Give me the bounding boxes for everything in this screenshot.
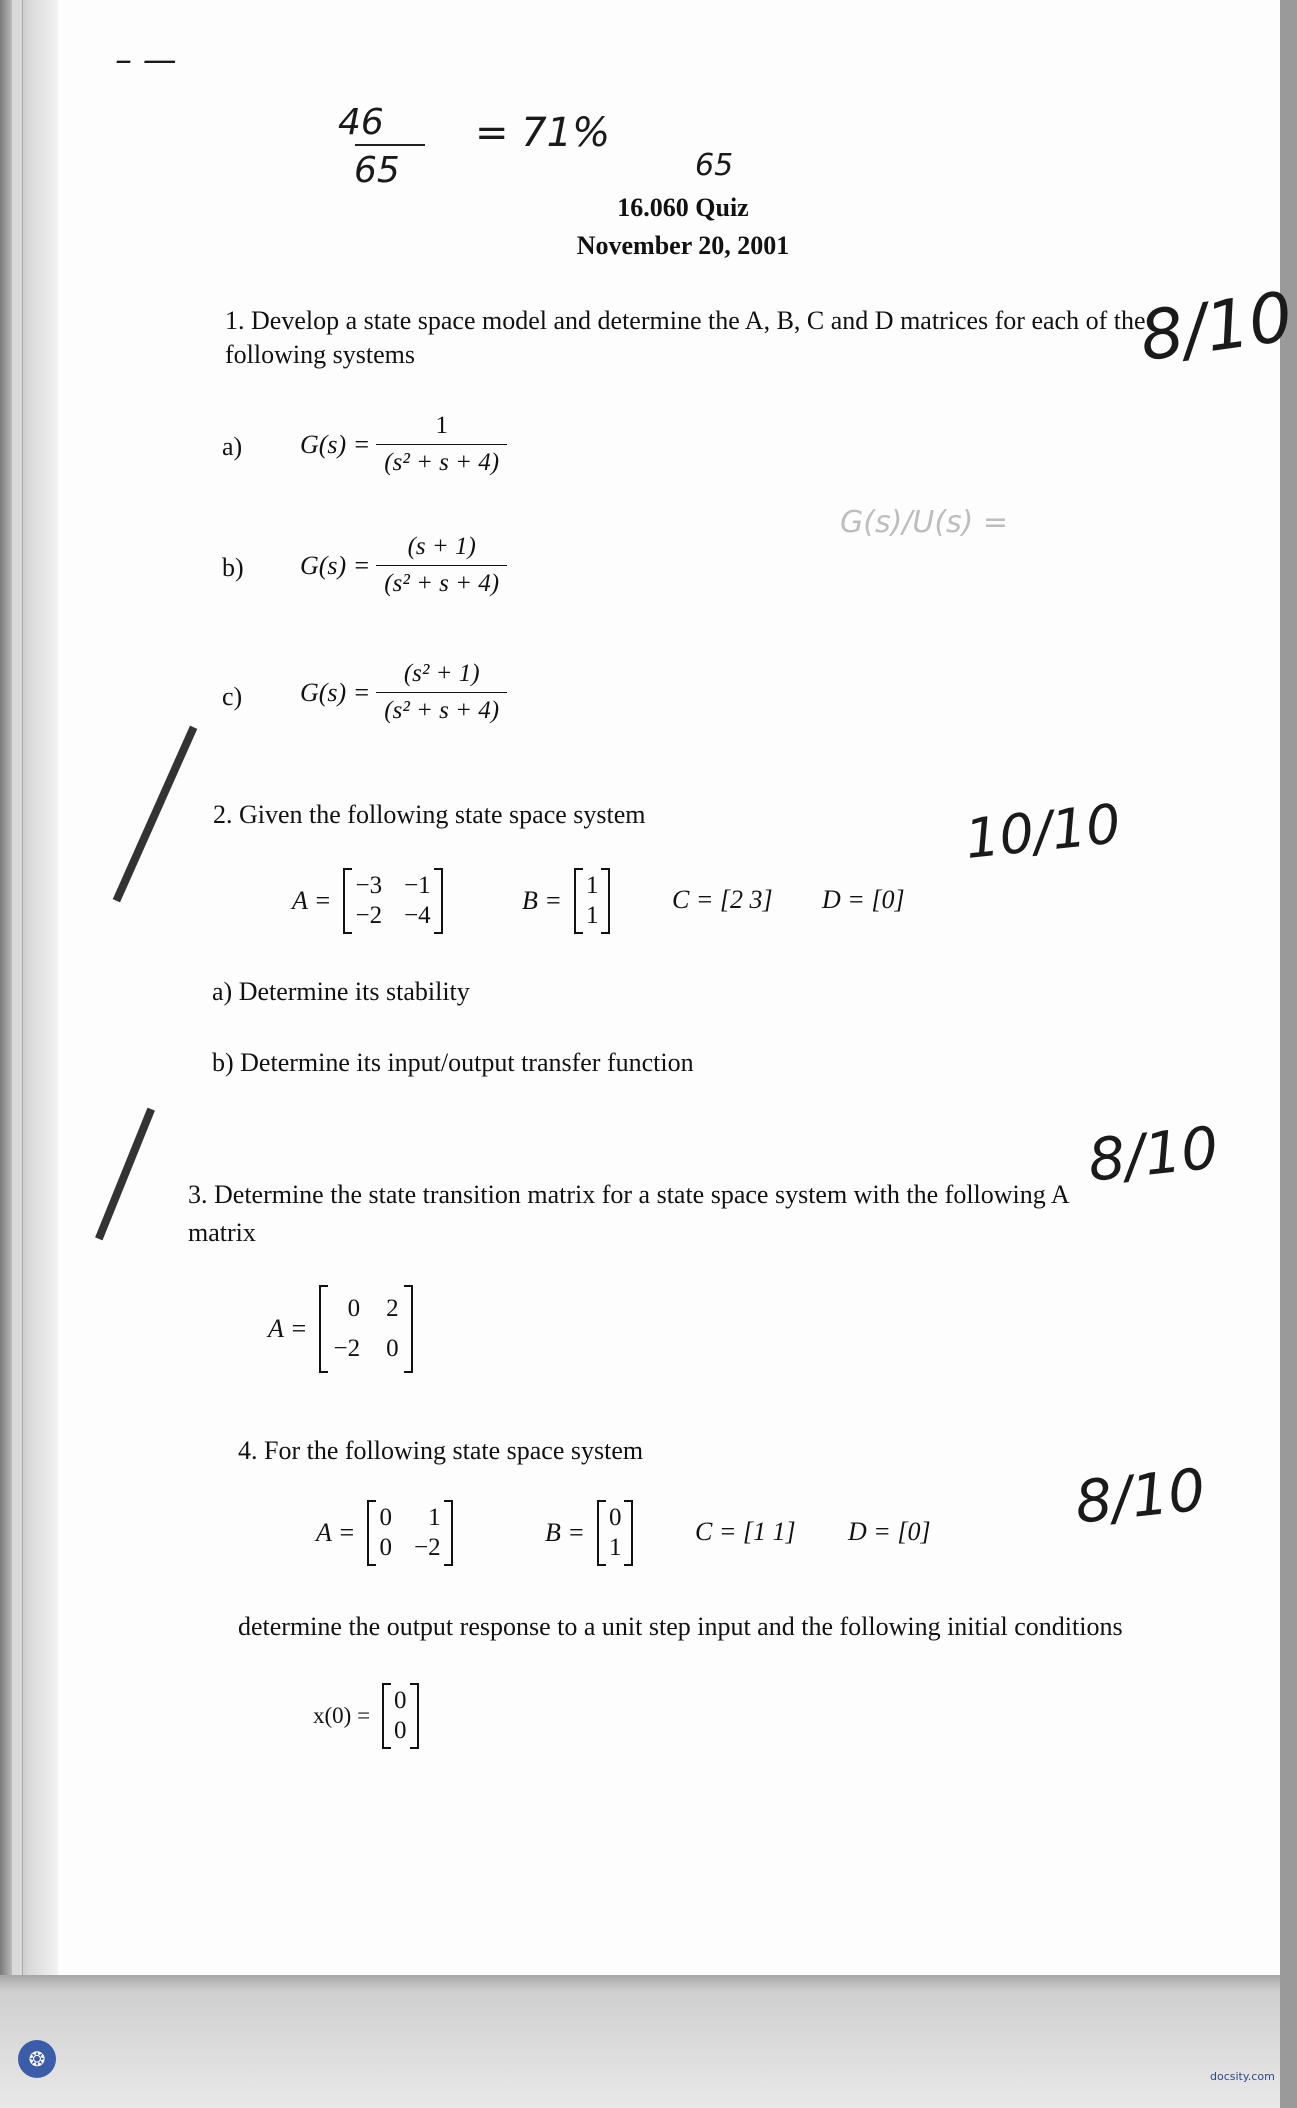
q4-x0-values xyxy=(382,1683,419,1749)
page-title: 16.060 Quiz xyxy=(617,193,749,222)
matrix-cell: −1 xyxy=(404,872,431,899)
handwritten-tick: – — xyxy=(115,40,177,80)
q4-A-values xyxy=(367,1500,452,1566)
matrix-cell: 0 xyxy=(394,1687,407,1714)
q1-b-denominator: (s² + s + 4) xyxy=(376,565,507,598)
question-1-text-line1: 1. Develop a state space model and determine the A, B, C and D matrices for each of the xyxy=(225,306,1146,335)
q1-part-b-label: b) xyxy=(222,553,244,582)
watermark: docsity.com xyxy=(1210,2070,1275,2083)
q1-part-a-label: a) xyxy=(222,432,243,461)
matrix-cell: −2 xyxy=(333,1335,361,1362)
handwritten-total-note: 65 xyxy=(695,148,734,183)
q1-b-lhs: G(s) = xyxy=(300,550,371,580)
q1-a-denominator: (s² + s + 4) xyxy=(376,444,507,477)
matrix-cell: −2 xyxy=(413,1534,441,1561)
scanner-left-shadow xyxy=(0,0,58,1975)
matrix-cell: 0 xyxy=(379,1534,392,1561)
grade-q3: 8/10 xyxy=(1084,1113,1222,1195)
matrix-cell: 1 xyxy=(585,902,599,929)
handwritten-score-numerator: 46 xyxy=(338,102,384,143)
handwritten-score-denominator: 65 xyxy=(354,150,400,191)
scanner-bottom-band xyxy=(0,1975,1280,2108)
question-1-text-line2: following systems xyxy=(225,340,415,369)
handwritten-score-percent: = 71% xyxy=(475,110,611,156)
matrix-cell: 0 xyxy=(394,1717,407,1744)
q4-matrix-B xyxy=(545,1500,633,1566)
grade-q1: 8/10 xyxy=(1135,277,1297,378)
q1-a-lhs: G(s) = xyxy=(300,429,371,459)
q2-B-lhs: B = xyxy=(522,886,562,915)
q4-B-values xyxy=(597,1500,634,1566)
grade-q2: 10/10 xyxy=(962,792,1124,871)
q4-matrix-D: D = [0] xyxy=(848,1517,931,1546)
q1-part-b-equation xyxy=(300,533,507,598)
q4-x0-lhs: x(0) = xyxy=(313,1703,371,1728)
q2-matrix-D: D = [0] xyxy=(822,885,905,914)
question-2-text: 2. Given the following state space system xyxy=(213,800,646,829)
q2-part-a: a) Determine its stability xyxy=(212,977,470,1006)
page-date: November 20, 2001 xyxy=(576,231,790,260)
q2-part-b: b) Determine its input/output transfer function xyxy=(212,1048,694,1077)
q1-part-c-label: c) xyxy=(222,682,243,711)
question-4-text: 4. For the following state space system xyxy=(238,1436,644,1465)
matrix-cell: −3 xyxy=(355,872,383,899)
q1-c-fraction xyxy=(376,660,507,725)
q2-matrix-B xyxy=(522,868,610,934)
q3-A-lhs: A = xyxy=(268,1314,308,1343)
q3-A-values xyxy=(319,1285,412,1373)
q2-matrix-A xyxy=(292,868,443,934)
q1-part-a-equation xyxy=(300,412,507,477)
matrix-cell: −4 xyxy=(404,902,431,929)
docsity-logo-icon: ❂ xyxy=(18,2040,56,2078)
matrix-cell: 0 xyxy=(608,1504,622,1531)
q4-matrix-C: C = [1 1] xyxy=(695,1517,796,1546)
q1-part-c-equation xyxy=(300,660,507,725)
q1-a-fraction xyxy=(376,412,507,477)
matrix-cell: 0 xyxy=(347,1295,361,1322)
handwritten-score-bar xyxy=(355,144,425,146)
question-3-text-line2: matrix xyxy=(188,1218,256,1247)
matrix-cell: 0 xyxy=(379,1504,392,1531)
q4-initial-condition xyxy=(313,1683,419,1749)
q4-B-lhs: B = xyxy=(545,1518,585,1547)
q1-a-numerator: 1 xyxy=(435,412,448,439)
matrix-cell: 0 xyxy=(386,1335,399,1362)
matrix-cell: 1 xyxy=(585,872,599,899)
q2-A-lhs: A = xyxy=(292,886,332,915)
q1-b-numerator: (s + 1) xyxy=(407,533,476,560)
q1-c-numerator: (s² + 1) xyxy=(403,660,480,687)
q3-matrix-A xyxy=(268,1285,413,1373)
handwritten-faint-note: G(s)/U(s) = xyxy=(840,505,1009,540)
grade-q4: 8/10 xyxy=(1071,1455,1209,1537)
q1-b-fraction xyxy=(376,533,507,598)
q4-A-lhs: A = xyxy=(316,1518,356,1547)
question-3-text-line1: 3. Determine the state transition matrix for a state space system with the following A xyxy=(188,1180,1070,1209)
matrix-cell: −2 xyxy=(355,902,383,929)
q2-B-values xyxy=(574,868,611,934)
matrix-cell: 1 xyxy=(428,1504,441,1531)
q2-matrix-C: C = [2 3] xyxy=(672,885,773,914)
matrix-cell: 2 xyxy=(386,1295,399,1322)
q4-matrix-A xyxy=(316,1500,453,1566)
q2-A-values xyxy=(343,868,442,934)
matrix-cell: 1 xyxy=(608,1534,622,1561)
q4-instruction: determine the output response to a unit step input and the following initial conditions xyxy=(238,1612,1123,1641)
q1-c-lhs: G(s) = xyxy=(300,677,371,707)
q1-c-denominator: (s² + s + 4) xyxy=(376,692,507,725)
